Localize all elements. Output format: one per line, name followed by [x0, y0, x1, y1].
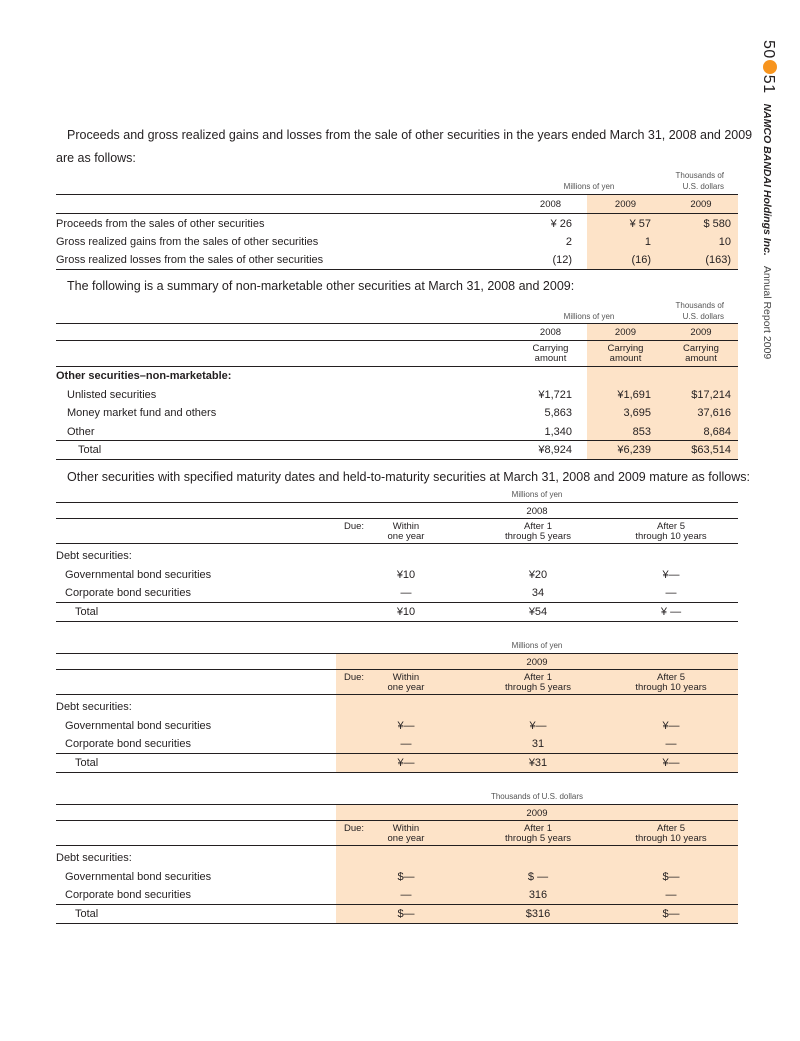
row-label: Gross realized gains from the sales of other securities — [56, 236, 319, 248]
col-sub: Carrying — [683, 343, 719, 354]
col-header: one year — [387, 682, 425, 693]
total-value: ¥— — [397, 757, 415, 769]
value: — — [400, 738, 412, 750]
value: 10 — [718, 236, 731, 248]
value: 2 — [565, 236, 572, 248]
row-label: Corporate bond securities — [65, 738, 191, 750]
maturity-table-2008 — [56, 488, 738, 618]
col-year: 2009 — [690, 199, 712, 210]
col-header: After 5 — [657, 521, 685, 532]
total-value: ¥ — — [660, 606, 682, 618]
section-label: Debt securities: — [56, 550, 132, 562]
header-rule — [56, 543, 738, 544]
total-label: Total — [75, 757, 99, 769]
value: $ 580 — [703, 218, 731, 230]
value: $17,214 — [691, 389, 731, 401]
section-label: Other securities–non-marketable: — [56, 370, 232, 382]
total-value: ¥10 — [396, 606, 416, 618]
page-number-right: 51 — [760, 74, 777, 94]
value: 34 — [531, 587, 545, 599]
value: ¥ 57 — [629, 218, 651, 230]
col-sub: amount — [609, 353, 642, 364]
value: — — [665, 738, 677, 750]
total-value: ¥— — [662, 757, 680, 769]
value: 1,340 — [544, 426, 572, 438]
unit-header: Millions of yen — [511, 490, 563, 499]
total-value: ¥6,239 — [617, 444, 651, 456]
total-label: Total — [78, 444, 102, 456]
total-label: Total — [75, 606, 99, 618]
report-title: Annual Report 2009 — [761, 265, 773, 360]
col-year: 2009 — [614, 327, 637, 338]
header-rule — [56, 518, 738, 519]
col-header: Within — [392, 672, 420, 683]
footer-rule — [56, 621, 738, 622]
col-header: After 1 — [524, 672, 552, 683]
value: 37,616 — [697, 407, 731, 419]
total-value: ¥31 — [528, 757, 548, 769]
thousands-header: U.S. dollars — [682, 182, 724, 191]
due-label: Due: — [344, 672, 365, 683]
intro-paragraph-line1: Proceeds and gross realized gains and losses from the sale of other securities in the years ended March 31, 2008 and 2009 — [67, 128, 753, 142]
value: (12) — [552, 254, 572, 266]
page-number-left: 50 — [760, 40, 777, 59]
millions-header: Millions of yen — [563, 312, 615, 321]
header-rule — [56, 213, 738, 214]
value: — — [665, 587, 677, 599]
header-rule — [56, 323, 738, 324]
value: ¥— — [397, 720, 415, 732]
value: 3,695 — [623, 407, 651, 419]
col-header: through 10 years — [635, 833, 707, 844]
col-sub: Carrying — [607, 343, 644, 354]
col-header: Within — [392, 823, 420, 834]
sales-table — [56, 170, 738, 270]
value: ¥20 — [528, 569, 548, 581]
highlight-2009 — [336, 653, 738, 773]
row-label: Unlisted securities — [67, 389, 157, 401]
maturity-table-2009-yen — [56, 639, 738, 773]
orange-dot-icon — [763, 60, 777, 74]
header-rule — [56, 366, 738, 367]
row-label: Gross realized losses from the sales of other securities — [56, 254, 324, 266]
intro-paragraph-line2: are as follows: — [56, 151, 136, 165]
total-value: $— — [397, 908, 415, 920]
value: ¥— — [529, 720, 547, 732]
col-header: through 5 years — [504, 833, 571, 844]
value: $ — — [527, 871, 549, 883]
total-value: $— — [662, 908, 680, 920]
value: $— — [662, 871, 680, 883]
year-header: 2009 — [526, 808, 548, 819]
total-value: ¥8,924 — [538, 444, 572, 456]
non-marketable-table — [56, 298, 738, 460]
section-label: Debt securities: — [56, 852, 132, 864]
section-label: Debt securities: — [56, 701, 132, 713]
intro-paragraph-2: The following is a summary of non-marketable other securities at March 31, 2008 and 2009: — [67, 279, 575, 293]
header-rule — [56, 804, 738, 805]
col-header: Within — [392, 521, 420, 532]
value: 853 — [632, 426, 651, 438]
row-label: Money market fund and others — [67, 407, 217, 419]
subtotal-rule — [56, 753, 738, 754]
col-year: 2009 — [614, 199, 637, 210]
col-year: 2008 — [539, 199, 562, 210]
footer-rule — [56, 923, 738, 924]
header-rule — [56, 502, 738, 503]
col-header: After 5 — [657, 672, 685, 683]
company-name: NAMCO BANDAI Holdings Inc. — [761, 103, 773, 256]
col-header: through 5 years — [504, 531, 571, 542]
value: $— — [397, 871, 415, 883]
value: 316 — [528, 889, 548, 901]
col-sub: Carrying — [532, 343, 569, 354]
col-header: After 5 — [657, 823, 685, 834]
maturity-table-2009-usd — [56, 790, 738, 924]
side-header — [757, 40, 777, 360]
footer-rule — [56, 772, 738, 773]
value: 8,684 — [703, 426, 731, 438]
col-header: After 1 — [524, 823, 552, 834]
subtotal-rule — [56, 602, 738, 603]
row-label: Corporate bond securities — [65, 587, 191, 599]
row-label: Governmental bond securities — [65, 871, 212, 883]
due-label: Due: — [344, 521, 365, 532]
col-header: through 10 years — [635, 531, 707, 542]
unit-header: Thousands of U.S. dollars — [490, 792, 584, 801]
value: ¥1,691 — [617, 389, 651, 401]
col-sub: amount — [534, 353, 567, 364]
header-rule — [56, 845, 738, 846]
total-value: ¥54 — [528, 606, 548, 618]
year-header: 2008 — [526, 506, 548, 517]
value: ¥— — [662, 720, 680, 732]
header-rule — [56, 820, 738, 821]
row-label: Proceeds from the sales of other securities — [56, 218, 265, 230]
value: (16) — [631, 254, 651, 266]
col-header: through 10 years — [635, 682, 707, 693]
value: 31 — [531, 738, 545, 750]
total-value: $316 — [525, 908, 551, 920]
value: ¥— — [662, 569, 680, 581]
unit-header: Millions of yen — [511, 641, 563, 650]
intro-paragraph-3: Other securities with specified maturity dates and held-to-maturity securities at March 31, 2008 and 2009 mature as follows: — [67, 470, 750, 484]
col-header: After 1 — [524, 521, 552, 532]
row-label: Governmental bond securities — [65, 720, 212, 732]
value: 1 — [644, 236, 651, 248]
header-rule — [56, 653, 738, 654]
value: ¥10 — [396, 569, 416, 581]
subtotal-rule — [56, 440, 738, 441]
value: 5,863 — [544, 407, 572, 419]
footer-rule — [56, 269, 738, 270]
value: ¥1,721 — [538, 389, 572, 401]
year-header: 2009 — [526, 657, 548, 668]
footer-rule — [56, 459, 738, 460]
col-header: through 5 years — [504, 682, 571, 693]
header-rule — [56, 194, 738, 195]
value: (163) — [705, 254, 731, 266]
due-label: Due: — [344, 823, 365, 834]
highlight-2009 — [336, 804, 738, 924]
header-rule — [56, 340, 738, 341]
col-header: one year — [387, 531, 425, 542]
value: — — [400, 587, 412, 599]
col-sub: amount — [685, 353, 717, 364]
col-year: 2008 — [539, 327, 562, 338]
col-header: one year — [387, 833, 425, 844]
thousands-header: U.S. dollars — [682, 312, 724, 321]
value: — — [400, 889, 412, 901]
millions-header: Millions of yen — [563, 182, 615, 191]
total-label: Total — [75, 908, 99, 920]
header-rule — [56, 694, 738, 695]
row-label: Corporate bond securities — [65, 889, 191, 901]
value: — — [665, 889, 677, 901]
subtotal-rule — [56, 904, 738, 905]
thousands-header: Thousands of — [675, 301, 724, 310]
col-year: 2009 — [690, 327, 712, 338]
row-label: Governmental bond securities — [65, 569, 212, 581]
thousands-header: Thousands of — [675, 171, 724, 180]
value: ¥ 26 — [550, 218, 572, 230]
total-value: $63,514 — [691, 444, 731, 456]
row-label: Other — [67, 426, 95, 438]
header-rule — [56, 669, 738, 670]
